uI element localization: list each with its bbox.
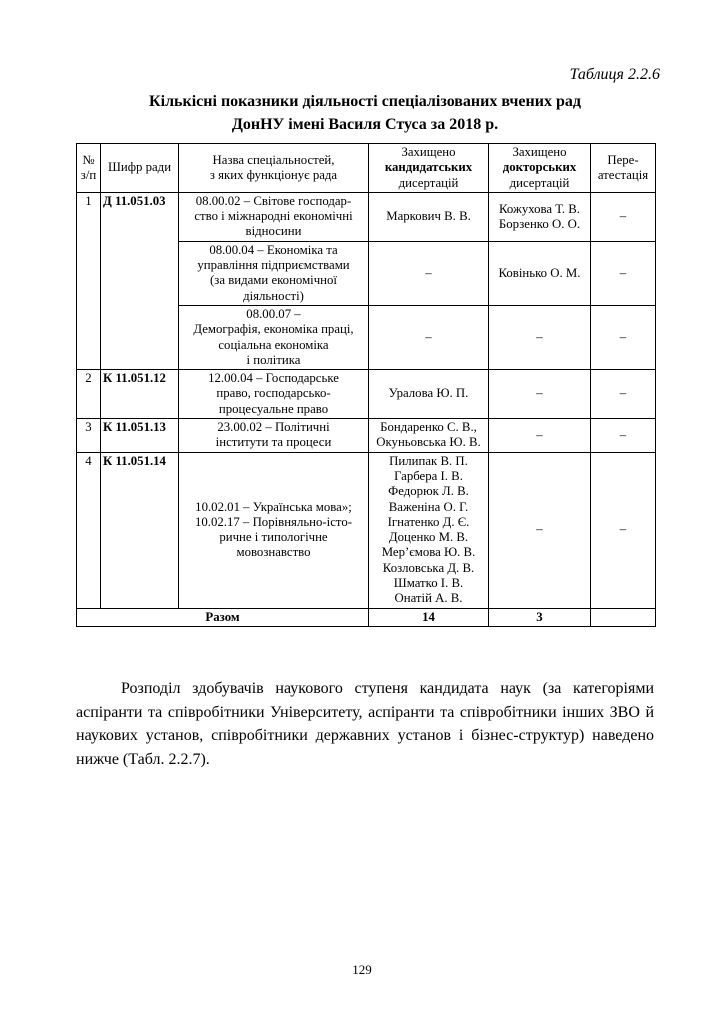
cell-candidate: Пилипак В. П. Гарбера І. В. Федорюк Л. В. Важеніна О. Г. Ігнатенко Д. Є. Доценко М. В. Мер’ємова Ю. В. Козловська Д. В. Шматко І. В. Онатій А. В. [369, 452, 489, 608]
page-number: 129 [352, 962, 372, 977]
table-title [76, 90, 654, 136]
cell-candidate: Уралова Ю. П. [369, 370, 489, 419]
total-candidate: 14 [369, 608, 489, 626]
table-total-row [77, 608, 656, 626]
cell-specialty: 08.00.02 – Світове господар- ство і міжнародні економічні відносини [179, 192, 369, 241]
table-caption: Таблиця 2.2.6 [569, 66, 660, 83]
total-doctoral: 3 [489, 608, 591, 626]
cell-candidate: – [369, 241, 489, 305]
cell-candidate: Бондаренко С. В., Окуньовська Ю. В. [369, 419, 489, 453]
cell-doctoral: – [489, 370, 591, 419]
header-num: № з/п [77, 144, 101, 193]
cell-num: 3 [77, 419, 101, 453]
cell-num: 4 [77, 452, 101, 608]
cell-doctoral: – [489, 305, 591, 369]
cell-num: 2 [77, 370, 101, 419]
cell-code: Д 11.051.03 [101, 192, 179, 369]
header-doctoral: Захищено докторських дисертацій [489, 144, 591, 193]
table-row [77, 419, 656, 453]
table-row [77, 452, 656, 608]
cell-specialty: 08.00.07 – Демографія, економіка праці, соціальна економіка і політика [179, 305, 369, 369]
cell-specialty: 10.02.01 – Українська мова»; 10.02.17 – Порівняльно-істо- ричне і типологічне мовознавство [179, 452, 369, 608]
cell-recertification: – [591, 305, 656, 369]
total-recertification [591, 608, 656, 626]
cell-recertification: – [591, 452, 656, 608]
header-specialty: Назва спеціальностей, з яких функціонує рада [179, 144, 369, 193]
cell-doctoral: – [489, 452, 591, 608]
cell-doctoral: Ковінько О. М. [489, 241, 591, 305]
title-line-1: Кількісні показники діяльності спеціалізованих вчених рад [149, 93, 581, 110]
cell-candidate: – [369, 305, 489, 369]
body-paragraph: Розподіл здобувачів наукового ступеня кандидата наук (за категоріями аспіранти та співробітники Університету, аспіранти та співробітники інших ЗВО й наукових установ, співробітники державних установ і бізнес-структур) наведено нижче (Табл. 2.2.7). [76, 680, 654, 768]
total-label: Разом [77, 608, 369, 626]
header-candidate: Захищено кандидатських дисертацій [369, 144, 489, 193]
cell-code: К 11.051.14 [101, 452, 179, 608]
councils-table [76, 143, 656, 627]
title-line-2: ДонНУ імені Василя Стуса за 2018 р. [231, 116, 499, 133]
cell-code: К 11.051.13 [101, 419, 179, 453]
cell-recertification: – [591, 370, 656, 419]
cell-recertification: – [591, 241, 656, 305]
cell-code: К 11.051.12 [101, 370, 179, 419]
header-code: Шифр ради [101, 144, 179, 193]
table-header-row [77, 144, 656, 193]
cell-specialty: 08.00.04 – Економіка та управління підприємствами (за видами економічної діяльності) [179, 241, 369, 305]
cell-doctoral: – [489, 419, 591, 453]
cell-candidate: Маркович В. В. [369, 192, 489, 241]
table-row [77, 192, 656, 241]
cell-specialty: 23.00.02 – Політичні інститути та процеси [179, 419, 369, 453]
cell-specialty: 12.00.04 – Господарське право, господарсько- процесуальне право [179, 370, 369, 419]
header-recertification: Пере- атестація [591, 144, 656, 193]
cell-recertification: – [591, 192, 656, 241]
cell-recertification: – [591, 419, 656, 453]
cell-doctoral: Кожухова Т. В. Борзенко О. О. [489, 192, 591, 241]
cell-num: 1 [77, 192, 101, 369]
table-row [77, 370, 656, 419]
